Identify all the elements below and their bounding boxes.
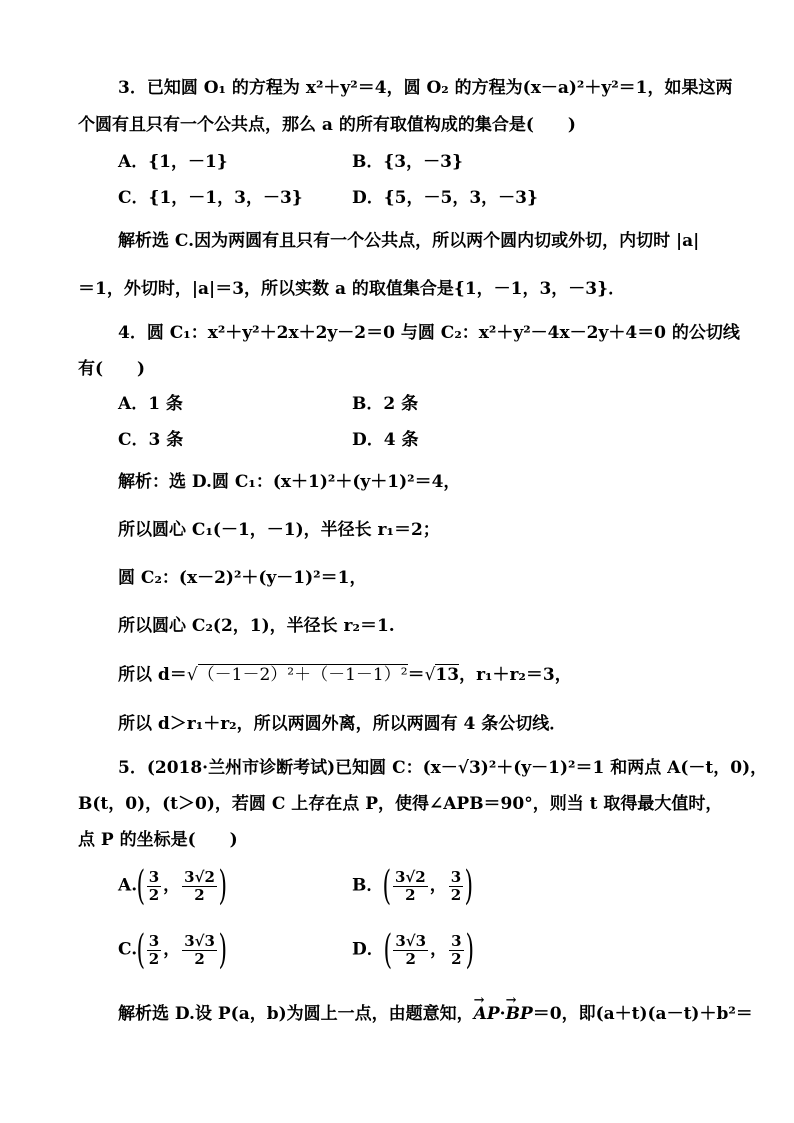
denominator: 2 (194, 885, 205, 904)
left-paren: ( (382, 863, 392, 909)
right-paren: ) (218, 863, 227, 909)
q4-solution-line2: 所以圆心 C₁(－1，－1)，半径长 r₁＝2； (118, 520, 440, 540)
q5-line2: B(t，0)，(t＞0)，若圆 C 上存在点 P，使得∠APB＝90°，则当 t 取得最大值时， (78, 794, 723, 814)
denominator: 2 (405, 949, 416, 968)
numerator: 3 (148, 867, 160, 886)
q5-line3: 点 P 的坐标是( ) (78, 830, 238, 850)
denominator: 2 (148, 885, 160, 904)
fraction (147, 933, 161, 968)
option-label: C. (118, 939, 138, 960)
q5-option-d: D．( $\frac{3√3}{2}$ ， $\frac{3}{2}$ ) (352, 927, 474, 973)
distance-prefix: 所以 d＝ (118, 665, 187, 685)
q4-solution-line3: 圆 C₂：(x－2)²＋(y－1)²＝1， (118, 568, 367, 588)
numerator: 3√2 (184, 867, 215, 886)
q4-option-d: D．4 条 (352, 430, 419, 450)
q5-option-b: B．( $\frac{3√2}{2}$ ， $\frac{3}{2}$ ) (352, 863, 474, 909)
q4-solution-line6: 所以 d＞r₁＋r₂，所以两圆外离，所以两圆有 4 条公切线． (118, 714, 567, 734)
q3-solution-line1: 解析选 C.因为两圆有且只有一个公共点，所以两个圆内切或外切，内切时 |a| (118, 231, 700, 251)
q3-option-c: C．{1，－1，3，－3} (118, 188, 303, 208)
denominator: 2 (194, 949, 205, 968)
q3-solution-line2: ＝1，外切时，|a|＝3，所以实数 a 的取值集合是{1，－1，3，－3}． (78, 279, 626, 299)
q4-line1: 4．圆 C₁：x²＋y²＋2x＋2y－2＝0 与圆 C₂：x²＋y²－4x－2y＋4＝0 的公切线 (118, 323, 740, 343)
right-paren: ) (464, 863, 474, 909)
sqrt-radicand-2: 13 (435, 665, 460, 685)
option-label: D． (352, 939, 384, 960)
left-paren: ( (136, 927, 146, 973)
q4-solution-line1: 解析：选 D.圆 C₁：(x＋1)²＋(y＋1)²＝4， (118, 472, 461, 492)
q5-option-c: C.( $\frac{3}{2}$ ， $\frac{3√3}{2}$ ) (118, 927, 228, 973)
fraction (182, 933, 217, 968)
sqrt-sign-2: √ (424, 665, 436, 685)
denominator: 2 (451, 949, 462, 968)
q4-option-b: B．2 条 (352, 394, 419, 414)
q4-option-c: C．3 条 (118, 430, 184, 450)
q5-line1: 5．(2018·兰州市诊断考试)已知圆 C：(x－√3)²＋(y－1)²＝1 和两点 A(－t，0)， (118, 758, 768, 778)
solution-text: 解析选 D.设 P(a，b)为圆上一点，由题意知， (118, 1004, 474, 1024)
numerator: 3 (451, 931, 462, 950)
denominator: 2 (450, 885, 462, 904)
denominator: 2 (148, 949, 160, 968)
denominator: 2 (405, 885, 416, 904)
q3-option-d: D．{5，－5，3，－3} (352, 188, 538, 208)
option-label: B． (352, 875, 384, 896)
solution-text-cont: ＝0，即(a＋t)(a－t)＋b²＝ (532, 1004, 753, 1024)
left-paren: ( (383, 927, 392, 973)
vector-ap: → AP (474, 1002, 500, 1026)
fraction (393, 933, 428, 968)
q4-line2: 有( ) (78, 359, 146, 379)
fraction (449, 869, 463, 904)
q3-option-b: B．{3，－3} (352, 152, 463, 172)
q4-solution-line4: 所以圆心 C₂(2，1)，半径长 r₂＝1. (118, 616, 395, 636)
sqrt-radicand: （－1－2）²＋（－1－1）² (197, 665, 408, 685)
fraction (393, 869, 428, 904)
q4-option-a: A．1 条 (118, 394, 183, 414)
q5-solution-line1: 解析选 D.设 P(a，b)为圆上一点，由题意知，→ AP·→ BP＝0，即(a＋t)(a－t)＋b²＝ (118, 1002, 753, 1026)
numerator: 3√3 (184, 931, 215, 950)
numerator: 3√3 (395, 931, 427, 950)
left-paren: ( (136, 863, 146, 909)
fraction (147, 869, 161, 904)
q5-option-a: A.( $\frac{3}{2}$ ， $\frac{3√2}{2}$ ) (118, 863, 227, 909)
sqrt-sign: √ (186, 665, 198, 685)
q4-solution-line5 (118, 663, 572, 687)
option-label: A. (118, 875, 138, 896)
numerator: 3√2 (394, 867, 426, 886)
radius-sum: ，r₁＋r₂＝3， (459, 665, 572, 685)
equals-sign: ＝ (407, 665, 425, 685)
numerator: 3 (148, 931, 160, 950)
fraction (449, 933, 463, 968)
vector-bp: → BP (506, 1002, 533, 1026)
q3-option-a: A．{1，－1} (118, 152, 228, 172)
numerator: 3 (450, 867, 462, 886)
q3-line2: 个圆有且只有一个公共点，那么 a 的所有取值构成的集合是( ) (78, 115, 576, 135)
right-paren: ) (465, 927, 474, 973)
fraction (182, 869, 217, 904)
right-paren: ) (218, 927, 228, 973)
q3-line1: 3．已知圆 O₁ 的方程为 x²＋y²＝4，圆 O₂ 的方程为(x－a)²＋y²＝1，如果这两 (118, 78, 733, 98)
